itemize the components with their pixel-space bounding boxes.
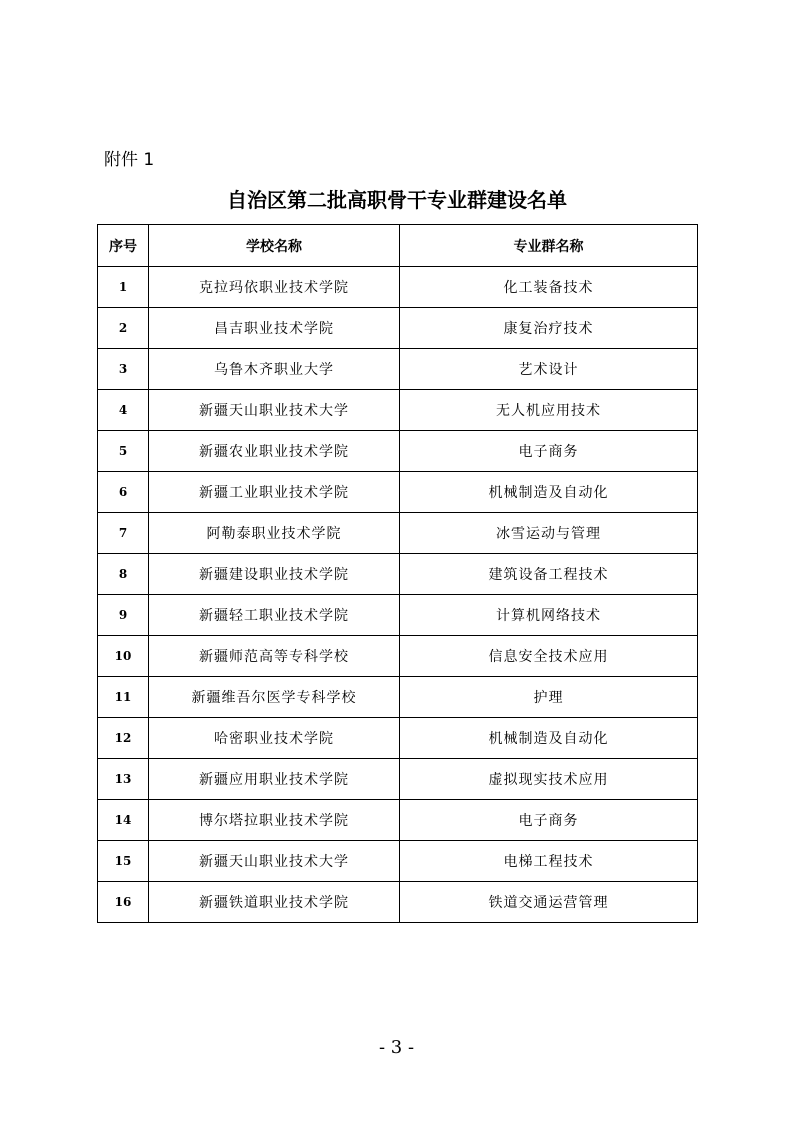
row-index: 15 — [98, 841, 149, 882]
table-row — [98, 267, 698, 308]
row-school: 阿勒泰职业技术学院 — [149, 513, 400, 554]
row-index: 1 — [98, 267, 149, 308]
row-index: 4 — [98, 390, 149, 431]
table-row — [98, 677, 698, 718]
row-index: 8 — [98, 554, 149, 595]
page-number: - 3 - — [378, 1037, 415, 1058]
table-header-row — [98, 225, 698, 267]
row-program-group: 艺术设计 — [400, 349, 698, 390]
row-school: 乌鲁木齐职业大学 — [149, 349, 400, 390]
row-program-group: 电子商务 — [400, 800, 698, 841]
row-school: 博尔塔拉职业技术学院 — [149, 800, 400, 841]
row-index: 14 — [98, 800, 149, 841]
table-row — [98, 308, 698, 349]
row-school: 新疆应用职业技术学院 — [149, 759, 400, 800]
row-program-group: 护理 — [400, 677, 698, 718]
table-row — [98, 882, 698, 923]
row-school: 新疆铁道职业技术学院 — [149, 882, 400, 923]
row-program-group: 化工装备技术 — [400, 267, 698, 308]
table-row — [98, 636, 698, 677]
document-title: 自治区第二批高职骨干专业群建设名单 — [227, 188, 567, 212]
row-index: 6 — [98, 472, 149, 513]
row-program-group: 冰雪运动与管理 — [400, 513, 698, 554]
row-index: 7 — [98, 513, 149, 554]
table-row — [98, 800, 698, 841]
table-row — [98, 431, 698, 472]
row-index: 2 — [98, 308, 149, 349]
row-index: 5 — [98, 431, 149, 472]
row-program-group: 电子商务 — [400, 431, 698, 472]
row-program-group: 计算机网络技术 — [400, 595, 698, 636]
row-program-group: 铁道交通运营管理 — [400, 882, 698, 923]
table-row — [98, 472, 698, 513]
table-row — [98, 554, 698, 595]
row-program-group: 机械制造及自动化 — [400, 718, 698, 759]
row-program-group: 康复治疗技术 — [400, 308, 698, 349]
header-program-group-name: 专业群名称 — [400, 225, 698, 267]
row-school: 新疆建设职业技术学院 — [149, 554, 400, 595]
row-school: 昌吉职业技术学院 — [149, 308, 400, 349]
header-school-name: 学校名称 — [149, 225, 400, 267]
row-school: 哈密职业技术学院 — [149, 718, 400, 759]
table-row — [98, 841, 698, 882]
row-index: 13 — [98, 759, 149, 800]
row-index: 12 — [98, 718, 149, 759]
attachment-label: 附件 1 — [104, 150, 155, 170]
table-row — [98, 390, 698, 431]
table-row — [98, 513, 698, 554]
row-school: 新疆工业职业技术学院 — [149, 472, 400, 513]
table-row — [98, 349, 698, 390]
row-school: 新疆师范高等专科学校 — [149, 636, 400, 677]
header-index: 序号 — [98, 225, 149, 267]
row-index: 10 — [98, 636, 149, 677]
row-school: 新疆天山职业技术大学 — [149, 390, 400, 431]
row-school: 新疆天山职业技术大学 — [149, 841, 400, 882]
row-index: 3 — [98, 349, 149, 390]
table-row — [98, 759, 698, 800]
row-school: 新疆农业职业技术学院 — [149, 431, 400, 472]
row-school: 新疆维吾尔医学专科学校 — [149, 677, 400, 718]
row-school: 克拉玛依职业技术学院 — [149, 267, 400, 308]
row-school: 新疆轻工职业技术学院 — [149, 595, 400, 636]
row-index: 11 — [98, 677, 149, 718]
row-program-group: 建筑设备工程技术 — [400, 554, 698, 595]
table-row — [98, 718, 698, 759]
table-row — [98, 595, 698, 636]
row-program-group: 机械制造及自动化 — [400, 472, 698, 513]
row-index: 9 — [98, 595, 149, 636]
program-list-table — [97, 224, 698, 923]
row-program-group: 信息安全技术应用 — [400, 636, 698, 677]
row-program-group: 电梯工程技术 — [400, 841, 698, 882]
row-program-group: 虚拟现实技术应用 — [400, 759, 698, 800]
row-program-group: 无人机应用技术 — [400, 390, 698, 431]
row-index: 16 — [98, 882, 149, 923]
